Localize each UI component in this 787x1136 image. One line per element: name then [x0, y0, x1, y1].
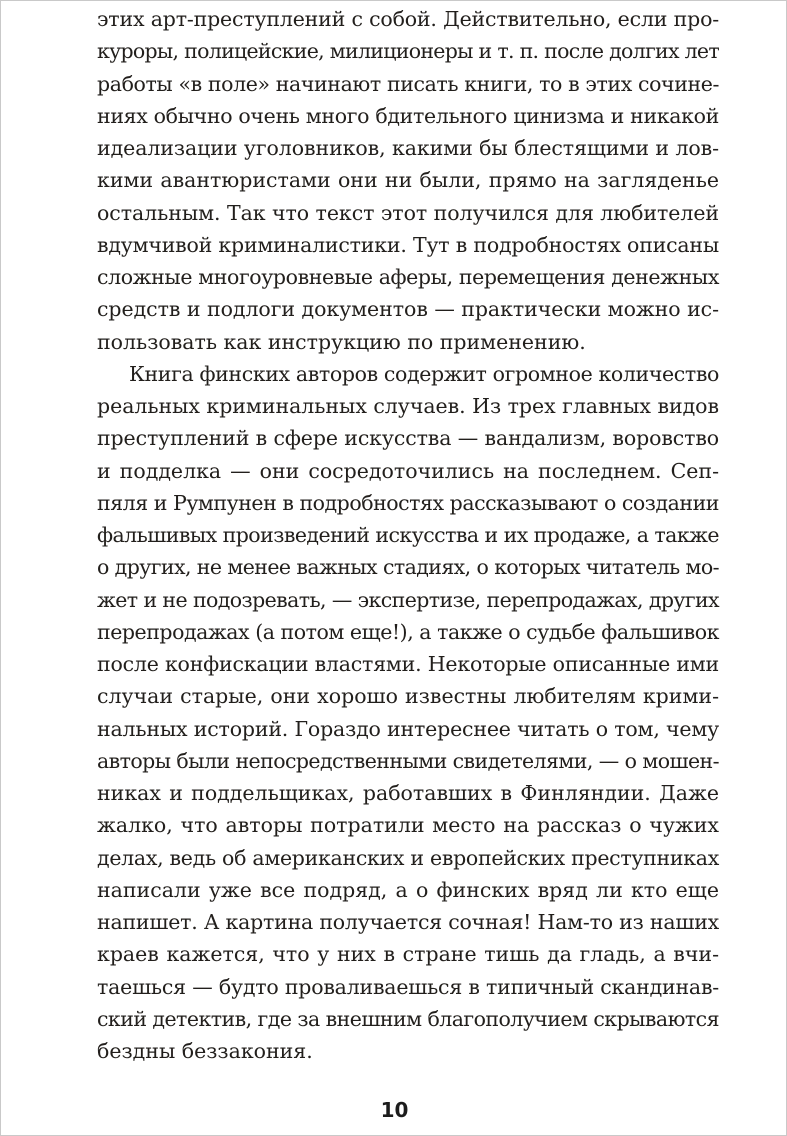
text-line: пользовать как инструкцию по применению. [97, 329, 586, 354]
text-line: Книга финских авторов содержит огромное количество [129, 361, 720, 386]
text-line: жет и не подозревать, — экспертизе, перепродажах, других [97, 587, 719, 612]
text-line: сложные многоуровневые аферы, перемещения денежных [97, 265, 719, 289]
text-line: никах и поддельщиках, работавших в Финляндии. Даже [97, 781, 719, 805]
text-line: работы «в поле» начинают писать книги, то в этих сочине- [97, 71, 720, 96]
text-line: написали уже все подряд, а о финских вряд ли кто еще [97, 877, 719, 902]
text-line: жалко, что авторы потратили место на рассказ о чужих [97, 813, 719, 838]
text-line: преступлений в сфере искусства — вандализм, воровство [97, 426, 720, 451]
text-line: и подделка — они сосредоточились на последнем. Сеп- [97, 458, 719, 483]
text-line: нальных историй. Гораздо интереснее читать о том, чему [97, 716, 720, 741]
text-line: авторы были непосредственными свидетелями, — о мошен- [97, 748, 719, 773]
page-number: 10 [380, 1098, 409, 1122]
text-line: фальшивых произведений искусства и их продаже, а также [97, 523, 719, 547]
text-line: реальных криминальных случаев. Из трех главных видов [97, 394, 719, 418]
text-line: остальным. Так что текст этот получился для любителей [97, 200, 720, 225]
text-line: таешься — будто проваливаешься в типичный скандинав- [97, 974, 719, 999]
text-line: делах, ведь об американских и европейских преступниках [97, 845, 719, 870]
text-line: пяля и Румпунен в подробностях рассказывают о создании [97, 490, 719, 515]
text-line: этих арт-преступлений с собой. Действительно, если про- [97, 7, 719, 31]
text-line: краев кажется, что у них в стране тишь да гладь, а вчи- [97, 942, 719, 967]
text-line: ский детектив, где за внешним благополучием скрываются [97, 1006, 719, 1031]
text-line: напишет. А картина получается сочная! Нам-то из наших [97, 910, 720, 934]
text-line: куроры, полицейские, милиционеры и т. п. после долгих лет [97, 39, 719, 64]
text-line: идеализации уголовников, какими бы блестящими и лов- [97, 136, 719, 160]
paragraph [97, 3, 719, 358]
body-text [97, 3, 719, 1067]
text-line: вдумчивой криминалистики. Тут в подробностях описаны [97, 232, 719, 257]
text-line: кими авантюристами они ни были, прямо на загляденье [97, 168, 719, 193]
text-line: после конфискации властями. Некоторые описанные ими [97, 652, 719, 676]
text-line: бездны беззакония. [97, 1039, 313, 1063]
text-line: перепродажах (а потом еще!), а также о судьбе фальшивок [97, 619, 719, 644]
text-line: ниях обычно очень много бдительного цинизма и никакой [97, 103, 719, 128]
text-line: средств и подлоги документов — практически можно ис- [97, 297, 719, 322]
paragraph [97, 358, 719, 1068]
text-line: о других, не менее важных стадиях, о которых читатель мо- [97, 555, 720, 580]
text-line: случаи старые, они хорошо известны любителям крими- [97, 684, 719, 709]
